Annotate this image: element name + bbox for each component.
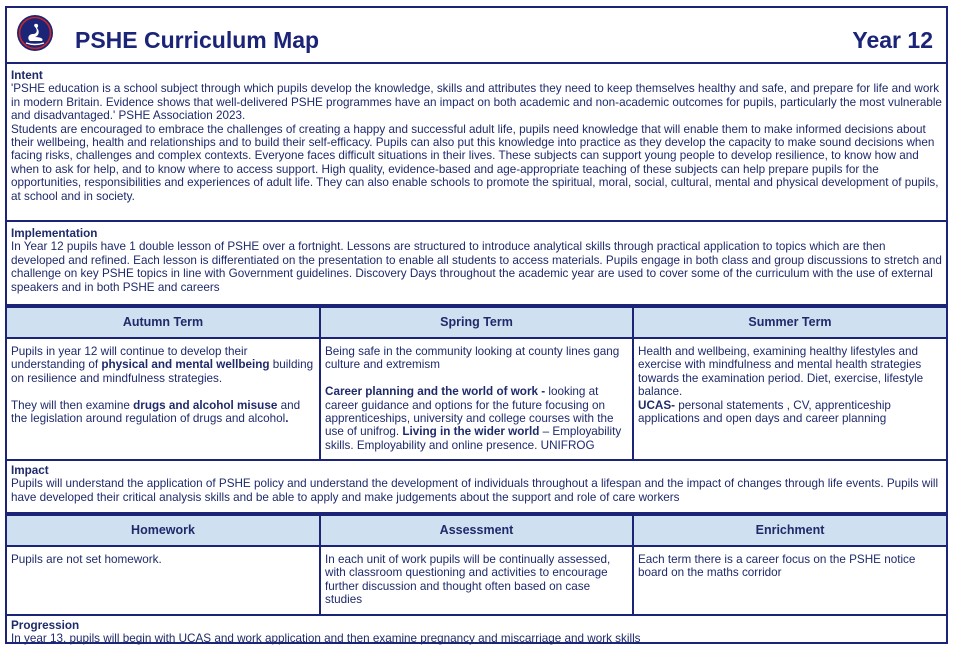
implementation-heading: Implementation [11,227,98,240]
assessment-cell: In each unit of work pupils will be continually assessed, with classroom questioning and activities to encourage further discussion and thought often based on case studies [320,546,633,615]
autumn-term-cell: Pupils in year 12 will continue to develop their understanding of physical and mental wellbeing building on resilience and mindfulness strategies. They will then examine drugs and alcohol misuse and the legislation around regulation of drugs and alcohol. [7,338,320,460]
enrichment-header: Enrichment [633,515,946,546]
enrichment-cell: Each term there is a career focus on the PSHE notice board on the maths corridor [633,546,946,615]
intent-heading: Intent [11,69,43,82]
extras-content-row [7,546,946,615]
impact-section [7,459,946,514]
implementation-text: In Year 12 pupils have 1 double lesson of PSHE over a fortnight. Lessons are structured to introduce analytical skills through practical application to topics which are then developed and refined. Each lesson is differentiated on the presentation to enable all students to access materials. Pupils engage in both class and group discussions to stretch and challenge on key PSHE topics in line with Government guidelines. Discovery Days throughout the academic year are used to cover some of the curriculum with the use of external speakers and in both PSHE and careers [11,240,942,294]
summer-term-header: Summer Term [633,307,946,338]
spring-term-cell: Being safe in the community looking at county lines gang culture and extremism Career planning and the world of work - looking at career guidance and options for the future focusing on apprenticeships, university and college courses with the use of unifrog. Living in the wider world – Employability skills. Employability and online presence. UNIFROG [320,338,633,460]
homework-cell: Pupils are not set homework. [7,546,320,615]
impact-text: Pupils will understand the application of PSHE policy and understand the development of individuals throughout a lifespan and the impact of changes through life events. Pupils will have developed their critical analysis skills and be able to apply and make judgements about the support and role of care workers [11,477,939,504]
spring-term-header: Spring Term [320,307,633,338]
year-label: Year 12 [852,27,933,53]
swan-crest-icon [16,14,54,52]
intent-section [7,64,946,222]
homework-assessment-table [7,514,946,616]
intent-body: Students are encouraged to embrace the challenges of creating a happy and successful adult life, pupils need knowledge that will enable them to make informed decisions about their wellbeing, health and relationships and to build their self-efficacy. Pupils can also put this knowledge into practice as they develop the capacity to make sound decisions when facing risks, challenges and complex contexts. Everyone faces difficult situations in their lives. These subjects can support young people to develop resilience, to know how and when to ask for help, and to know where to access support. High quality, evidence-based and age-appropriate teaching of these subjects can help prepare pupils for the opportunities, responsibilities and experiences of adult life. They can also enable schools to promote the spiritual, moral, social, cultural, mental and physical development of pupils, at school and in society. [11,122,939,203]
assessment-header: Assessment [320,515,633,546]
implementation-section [7,222,946,306]
summer-term-cell: Health and wellbeing, examining healthy lifestyles and exercise with mindfulness and mental health strategies towards the examination period. Diet, exercise, lifestyle balance. UCAS- personal statements , CV, apprenticeship applications and open days and career planning [633,338,946,460]
terms-table [7,306,946,461]
extras-header-row [7,515,946,546]
page-header [7,8,946,64]
progression-section [7,614,946,646]
homework-header: Homework [7,515,320,546]
progression-text: In year 13, pupils will begin with UCAS and work application and then examine pregnancy and miscarriage and work skills [11,632,641,646]
intent-quote: 'PSHE education is a school subject through which pupils develop the knowledge, skills and attributes they need to keep themselves healthy and safe, and prepare for life and work in modern Britain. Evidence shows that well-delivered PSHE programmes have an impact on both academic and non-academic outcomes for pupils, particularly the most vulnerable and disadvantaged.' PSHE Association 2023. [11,82,942,123]
terms-content-row [7,338,946,460]
terms-header-row [7,307,946,338]
page-title: PSHE Curriculum Map [75,27,320,53]
progression-heading: Progression [11,619,80,632]
curriculum-map-page [5,6,948,644]
impact-heading: Impact [11,464,49,477]
autumn-term-header: Autumn Term [7,307,320,338]
